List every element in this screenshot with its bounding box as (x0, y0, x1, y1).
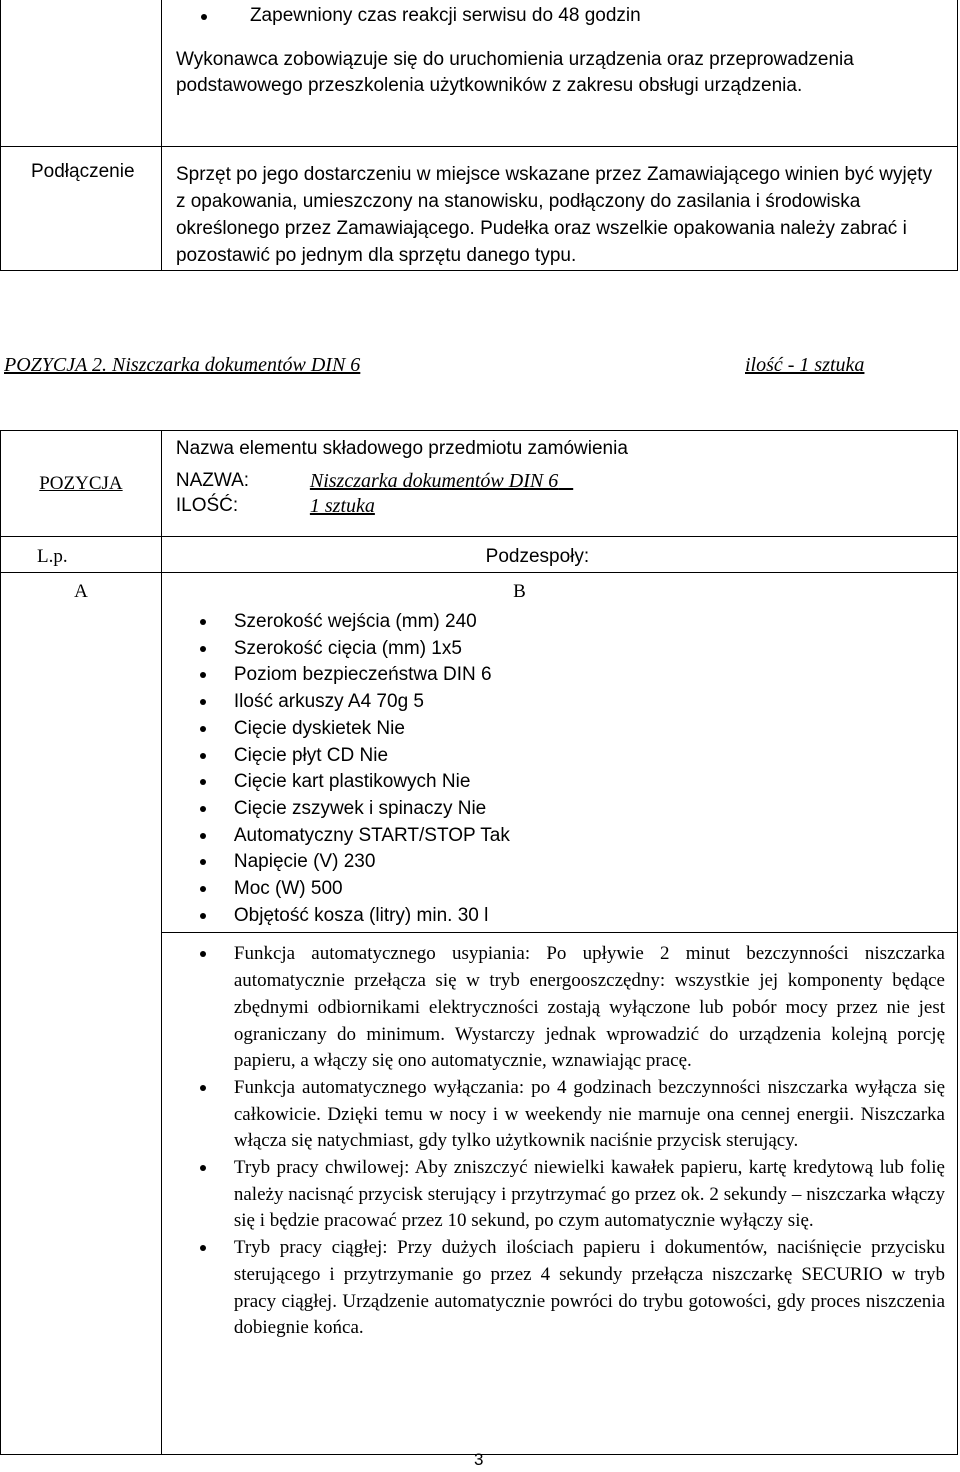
list-item: Cięcie dyskietek Nie (162, 716, 957, 743)
installation-paragraph: Wykonawca zobowiązuje się do uruchomienia urządzenia oraz przeprowadzenia podstawowego przeszkolenia użytkowników z zakresu obsługi urządzenia. (175, 49, 854, 96)
list-item: Poziom bezpieczeństwa DIN 6 (162, 662, 957, 689)
position-header: POZYCJA (39, 472, 123, 494)
column-letter-b: B (513, 581, 526, 602)
list-item: Funkcja automatycznego wyłączania: po 4 godzinach bezczynności niszczarka wyłącza się całkowicie. Dzięki temu w nocy i w weekendy nie marnuje ona cennej energii. Niszczarka włącza się natychmiast, gdy tylko użytkownik naciśnie przycisk sterujący. (162, 1075, 945, 1155)
podzespoly-cell (161, 537, 957, 573)
connection-label-text: Podłączenie (31, 161, 135, 182)
section-heading (4, 354, 738, 377)
connection-text-content: Sprzęt po jego dostarczeniu w miejsce wskazane przez Zamawiającego winien być wyjęty z opakowania, umieszczony na stanowisku, podłączony do zasilania i środowiska określonego przez Zamawiającego. Pudełka oraz wszelkie opakowania należy zabrać i pozostawić po jednym dla sprzętu danego typu. (175, 164, 933, 266)
lp-label: L.p. (37, 546, 68, 567)
list-item: Tryb pracy ciągłej: Przy dużych ilościach papieru i dokumentów, naciśnięcie przycisku sterującego i przytrzymanie go przez 4 sekundy przełącza niszczarkę SECURIO w tryb pracy ciągłej. Urządzenie automatycznie powróci do trybu gotowości, gdy proces niszczenia dobiegnie końca. (162, 1235, 945, 1342)
item-name-header: Nazwa elementu składowego przedmiotu zamówienia (175, 438, 628, 459)
list-item: Szerokość cięcia (mm) 1x5 (162, 636, 957, 663)
service-response-bullet: Zapewniony czas reakcji serwisu do 48 godzin (249, 5, 641, 26)
service-table (0, 0, 958, 271)
list-item: Objętość kosza (litry) min. 30 l (162, 903, 957, 930)
section-quantity: ilość - 1 sztuka (745, 354, 865, 376)
section-heading-text: POZYCJA 2. Niszczarka dokumentów DIN 6 (4, 354, 361, 376)
nazwa-label: NAZWA: (175, 470, 250, 491)
column-b-cell (161, 573, 957, 1455)
list-item: Tryb pracy chwilowej: Aby zniszczyć niewielki kawałek papieru, kartę kredytową lub folię należy nacisnąć przycisk sterujący i przytrzymać go przez ok. 2 sekundy – niszczarka włączy się i będzie pracować przez 10 sekund, po czym automatycznie wyłączy się. (162, 1155, 945, 1235)
list-item: Cięcie kart plastikowych Nie (162, 769, 957, 796)
list-item: Cięcie płyt CD Nie (162, 743, 957, 770)
list-item: Automatyczny START/STOP Tak (162, 823, 957, 850)
list-item: Ilość arkuszy A4 70g 5 (162, 689, 957, 716)
lp-cell (1, 537, 162, 573)
spec-list (162, 609, 957, 929)
list-item: Moc (W) 500 (162, 876, 957, 903)
position-header-cell (1, 431, 162, 537)
connection-text (161, 147, 957, 271)
column-a-cell (1, 573, 162, 1455)
connection-label (1, 147, 162, 271)
nazwa-value (310, 470, 573, 493)
item-table (0, 430, 958, 1455)
list-item: Funkcja automatycznego usypiania: Po upływie 2 minut bezczynności niszczarka automatycznie przełącza się w tryb energooszczędny: wszystkie jej komponenty będące zbędnymi odbiornikami elektryczności zostają wyłączone lub pobór mocy przez nie jest ograniczany do minimum. Wystarczy jednak wprowadzić do urządzenia kolejną porcję papieru, a włączy się ono automatycznie, wznawiając pracę. (162, 941, 945, 1075)
item-name-cell (161, 431, 957, 537)
podzespoly-label: Podzespoły: (485, 546, 590, 567)
ilosc-value: 1 sztuka (309, 495, 375, 517)
empty-label-cell (1, 0, 162, 147)
nazwa-value-text: Niszczarka dokumentów DIN 6 (309, 470, 559, 492)
page-number: 3 (474, 1450, 484, 1469)
list-item: Cięcie zszywek i spinaczy Nie (162, 796, 957, 823)
service-cell (161, 0, 957, 147)
ilosc-label: ILOŚĆ: (175, 495, 239, 516)
feature-list (162, 941, 957, 1342)
list-item: Szerokość wejścia (mm) 240 (162, 609, 957, 636)
column-letter-a: A (74, 581, 88, 602)
list-item: Napięcie (V) 230 (162, 849, 957, 876)
